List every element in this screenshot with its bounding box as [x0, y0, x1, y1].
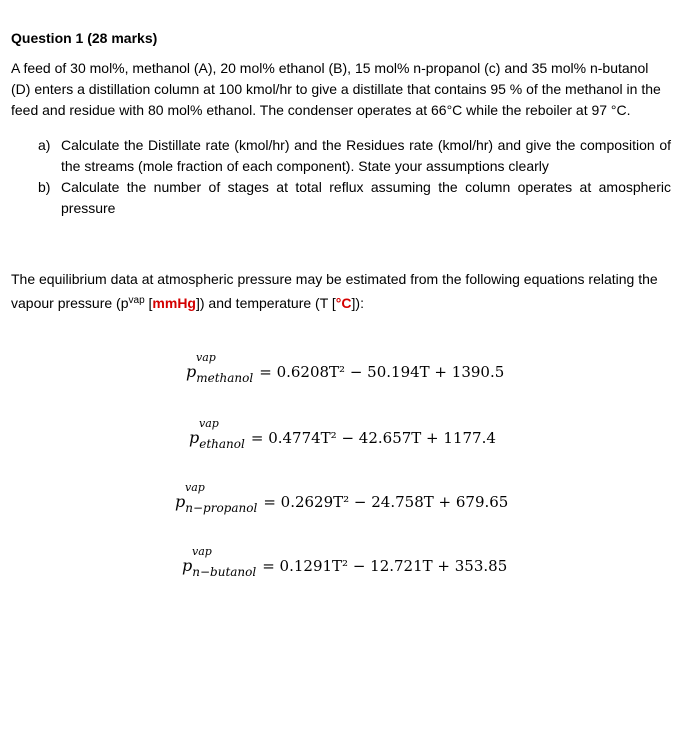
- part-a-text: Calculate the Distillate rate (kmol/hr) and the Residues rate (kmol/hr) and give the composition of the streams (mole fraction of each component). State your assumptions clearly: [61, 137, 671, 174]
- equation-ethanol: p vap ethanol = 0.4774T² − 42.657T + 1177.4: [189, 417, 496, 451]
- equation-n-butanol: p vap n−butanol = 0.1291T² − 12.721T + 353.85: [182, 545, 508, 579]
- part-b-label: b): [38, 179, 51, 195]
- part-a: [11, 135, 671, 177]
- equation-methanol: p vap methanol = 0.6208T² − 50.194T + 1390.5: [186, 351, 505, 385]
- part-b: [11, 177, 671, 219]
- part-b-text: Calculate the number of stages at total reflux assuming the column operates at amospheric pressure: [61, 179, 671, 216]
- unit-celsius: °C: [335, 295, 352, 311]
- part-a-label: a): [38, 137, 51, 153]
- document-page: [11, 28, 671, 594]
- equation-n-propanol: p vap n−propanol = 0.2629T² − 24.758T + 679.65: [175, 481, 509, 515]
- question-parts: [11, 135, 671, 219]
- question-intro: A feed of 30 mol%, methanol (A), 20 mol% ethanol (B), 15 mol% n-propanol (c) and 35 mol% n-butanol (D) enters a distillation column at 100 kmol/hr to give a distillate that contains 95 % of the methanol in the feed and residue with 80 mol% ethanol. The condenser operates at 66°C while the reboiler at 97 °C.: [11, 60, 661, 118]
- equations-block: [11, 314, 671, 594]
- equilibrium-intro: The equilibrium data at atmospheric pressure may be estimated from the following equations relating the vapour pressure ($p^{vap}$ [mmHg]) and temperature (T [°C]):: [11, 271, 658, 311]
- vap-superscript: vap: [128, 295, 145, 306]
- unit-mmhg: mmHg: [152, 295, 196, 311]
- question-title: Question 1 (28 marks): [11, 30, 158, 46]
